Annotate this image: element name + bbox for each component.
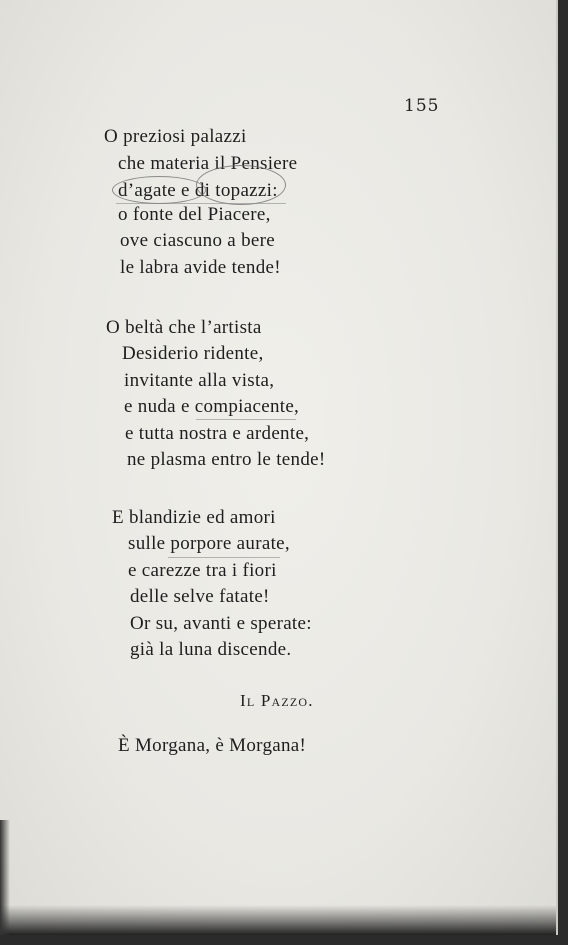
verse-line: d’agate e di topazzi:: [118, 180, 278, 201]
pencil-underline-mark: [168, 557, 280, 558]
closing-verse-line: È Morgana, è Morgana!: [118, 735, 307, 756]
verse-line: E blandizie ed amori: [112, 507, 276, 528]
verse-line: sulle porpore aurate,: [128, 533, 290, 554]
speaker-name: Il Pazzo.: [240, 691, 314, 710]
verse-line: Desiderio ridente,: [122, 343, 264, 364]
page-number: 155: [404, 96, 440, 116]
verse-line: ne plasma entro le tende!: [127, 449, 326, 470]
verse-line: O preziosi palazzi: [104, 126, 247, 147]
verse-line: invitante alla vista,: [124, 370, 275, 391]
verse-line: e nuda e compiacente,: [124, 396, 300, 417]
pencil-underline-mark: [116, 203, 286, 204]
verse-line: le labra avide tende!: [120, 257, 281, 278]
verse-line: che materia il Pensiere: [118, 153, 298, 174]
page-bottom-shadow: [0, 905, 556, 935]
verse-line: e carezze tra i fiori: [128, 560, 277, 581]
verse-line: Or su, avanti e sperate:: [130, 613, 312, 634]
pencil-underline-mark: [196, 419, 296, 420]
verse-line: già la luna discende.: [130, 639, 292, 660]
pencil-circle-mark: [196, 165, 286, 205]
verse-line: delle selve fatate!: [130, 586, 270, 607]
verse-line: ove ciascuno a bere: [120, 230, 275, 251]
verse-line: e tutta nostra e ardente,: [125, 423, 310, 444]
pencil-circle-mark: [112, 176, 206, 204]
page-left-shadow: [0, 820, 10, 935]
verse-line: O beltà che l’artista: [106, 317, 262, 338]
verse-line: o fonte del Piacere,: [118, 204, 271, 225]
